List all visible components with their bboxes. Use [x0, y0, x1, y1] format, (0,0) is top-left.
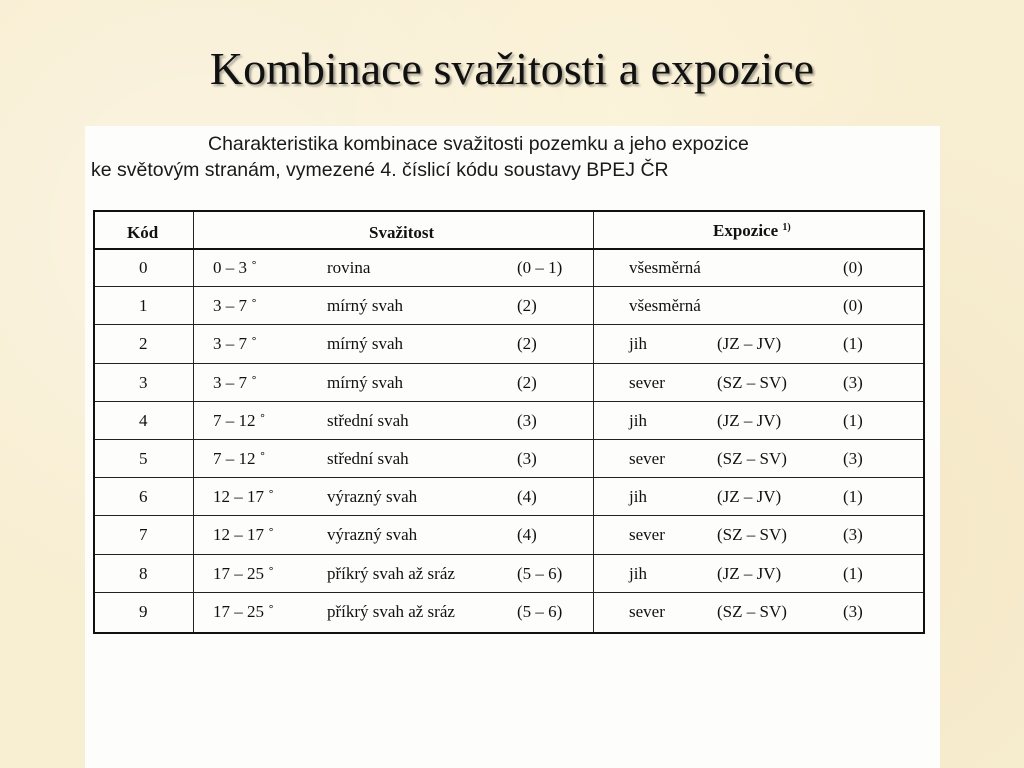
cell-slope-class: (5 – 6)	[517, 601, 563, 621]
row-divider	[95, 554, 923, 555]
cell-kod: 6	[139, 487, 148, 507]
cell-kod: 0	[139, 258, 148, 277]
cell-slope-class: (2)	[517, 372, 537, 392]
cell-slope-description: příkrý svah až sráz	[327, 601, 455, 621]
row-divider	[95, 477, 923, 478]
cell-kod: 8	[139, 563, 148, 583]
cell-kod: 9	[139, 601, 148, 621]
cell-kod: 1	[139, 296, 148, 316]
cell-exposure-class: (1)	[843, 410, 863, 430]
cell-exposure: sever	[629, 601, 665, 621]
cell-slope-class: (4)	[517, 487, 537, 507]
caption-line-1: Charakteristika kombinace svažitosti pozemku a jeho expozice	[208, 133, 749, 155]
cell-direction: (JZ – JV)	[717, 487, 782, 507]
cell-exposure: všesměrná	[629, 296, 701, 316]
cell-exposure-class: (3)	[843, 525, 863, 545]
cell-direction: (SZ – SV)	[717, 601, 787, 621]
cell-slope-description: výrazný svah	[327, 487, 418, 507]
cell-kod: 5	[139, 449, 148, 468]
cell-slope-range: 12 – 17 ˚	[213, 525, 274, 545]
cell-exposure: všesměrná	[629, 258, 701, 277]
bpej-table	[93, 210, 925, 634]
cell-exposure-class: (0)	[843, 258, 863, 277]
cell-direction: (JZ – JV)	[717, 410, 782, 430]
cell-kod: 4	[139, 410, 148, 430]
cell-direction: (SZ – SV)	[717, 372, 787, 392]
row-divider	[95, 439, 923, 440]
cell-exposure: sever	[629, 372, 665, 392]
cell-slope-description: střední svah	[327, 410, 409, 430]
header-svazitost: Svažitost	[369, 223, 435, 242]
cell-slope-description: příkrý svah až sráz	[327, 563, 455, 583]
cell-exposure: jih	[629, 563, 647, 583]
cell-slope-description: mírný svah	[327, 372, 404, 392]
cell-exposure-class: (1)	[843, 563, 863, 583]
cell-exposure-class: (0)	[843, 296, 863, 316]
cell-slope-range: 3 – 7 ˚	[213, 296, 257, 316]
cell-slope-description: mírný svah	[327, 296, 404, 316]
cell-exposure-class: (1)	[843, 334, 863, 354]
cell-slope-class: (0 – 1)	[517, 258, 563, 277]
cell-slope-range: 3 – 7 ˚	[213, 372, 257, 392]
cell-slope-class: (5 – 6)	[517, 563, 563, 583]
cell-direction: (SZ – SV)	[717, 449, 787, 468]
cell-slope-range: 17 – 25 ˚	[213, 563, 274, 583]
slide-title: Kombinace svažitosti a expozice	[209, 43, 815, 94]
cell-slope-class: (3)	[517, 410, 537, 430]
row-divider	[95, 592, 923, 593]
header-expozice-footnote: 1)	[782, 222, 791, 233]
header-divider	[95, 248, 923, 250]
cell-exposure-class: (3)	[843, 601, 863, 621]
cell-exposure: jih	[629, 334, 647, 354]
scanned-table-image	[85, 126, 940, 768]
header-expozice-label: Expozice	[713, 221, 779, 240]
row-divider	[95, 515, 923, 516]
row-divider	[95, 401, 923, 402]
row-divider	[95, 324, 923, 325]
row-divider	[95, 286, 923, 287]
cell-slope-range: 12 – 17 ˚	[213, 487, 274, 507]
cell-exposure-class: (1)	[843, 487, 863, 507]
column-divider	[593, 212, 594, 632]
cell-kod: 2	[139, 334, 148, 354]
cell-exposure-class: (3)	[843, 372, 863, 392]
cell-slope-range: 7 – 12 ˚	[213, 449, 266, 468]
cell-direction: (JZ – JV)	[717, 563, 782, 583]
cell-slope-description: rovina	[327, 258, 371, 277]
cell-slope-description: střední svah	[327, 449, 409, 468]
header-expozice	[713, 221, 791, 241]
header-kod: Kód	[127, 223, 159, 242]
cell-exposure: jih	[629, 410, 647, 430]
cell-slope-range: 3 – 7 ˚	[213, 334, 257, 354]
cell-direction: (JZ – JV)	[717, 334, 782, 354]
cell-slope-range: 0 – 3 ˚	[213, 258, 257, 277]
cell-exposure: sever	[629, 525, 665, 545]
cell-exposure: jih	[629, 487, 647, 507]
cell-exposure: sever	[629, 449, 665, 468]
cell-kod: 7	[139, 525, 148, 545]
cell-slope-class: (4)	[517, 525, 537, 545]
cell-slope-class: (2)	[517, 334, 537, 354]
cell-slope-class: (2)	[517, 296, 537, 316]
cell-slope-class: (3)	[517, 449, 537, 468]
caption-line-2: ke světovým stranám, vymezené 4. číslicí kódu soustavy BPEJ ČR	[91, 159, 669, 181]
cell-slope-range: 7 – 12 ˚	[213, 410, 266, 430]
cell-slope-description: výrazný svah	[327, 525, 418, 545]
cell-slope-range: 17 – 25 ˚	[213, 601, 274, 621]
cell-direction: (SZ – SV)	[717, 525, 787, 545]
cell-exposure-class: (3)	[843, 449, 863, 468]
column-divider	[193, 212, 194, 632]
cell-kod: 3	[139, 372, 148, 392]
cell-slope-description: mírný svah	[327, 334, 404, 354]
row-divider	[95, 363, 923, 364]
